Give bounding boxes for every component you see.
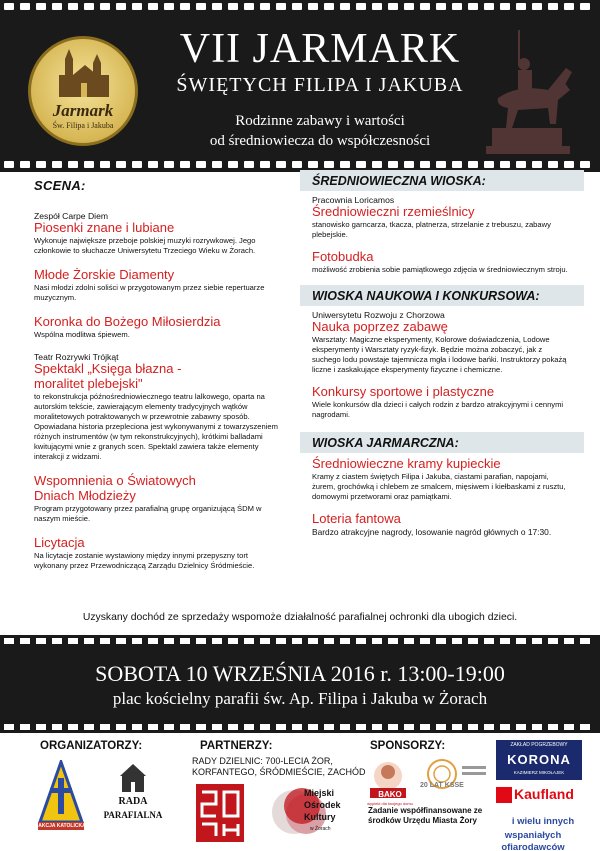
item-desc: Bardzo atrakcyjne nagrody, losowanie nagród głównych o 17:30. [312, 526, 552, 537]
organizers-label: ORGANIZATORZY: [40, 740, 143, 752]
item-title: Piosenki znane i lubiane [34, 220, 175, 235]
village-item-5 [300, 457, 584, 502]
item-title: Konkursy sportowe i plastyczne [312, 383, 495, 399]
logo-title: Jarmark [52, 101, 114, 120]
scena-item-4 [22, 352, 290, 462]
scena-item-5 [22, 474, 290, 524]
cofunded-note: Zadanie współfinansowane ze środków Urzędu Miasta Żory [368, 806, 483, 825]
others-line-1: i wielu innych [511, 816, 575, 827]
kaufland-label: Kaufland [514, 786, 574, 802]
mok-line-2: Ośrodek [304, 800, 341, 810]
tagline-line-1: Rodzinne zabawy i wartości [235, 113, 405, 129]
poster-subtitle: ŚWIĘTYCH FILIPA I JAKUBA [176, 74, 464, 96]
partners-label: PARTNERZY: [200, 740, 273, 752]
item-group: Pracownia Loricamos [312, 195, 395, 205]
film-perforation-top [0, 635, 600, 647]
poster-title: VII JARMARK [179, 26, 461, 72]
item-group: Uniwersytetu Rozwoju z Chorzowa [312, 309, 445, 320]
scena-item-3 [22, 315, 290, 340]
logo-subtitle: Św. Filipa i Jakuba [52, 121, 114, 130]
item-title: Nauka poprzez zabawę [312, 318, 448, 334]
village-item-4 [300, 385, 584, 420]
section-science-village [300, 285, 584, 306]
item-desc: to rekonstrukcja późnośredniowiecznego teatru lalkowego, oparta na autorskim tekście, zawierającym elementy tradycyjnych wątków moralitetowych potraktowanych w przewrotnie zabawny sposób. Opowiadana historia przepleciona jest wykonywanymi z towarzyszeniem różnych instrumentów (w tym rekonstrukcyjnych), krótkimi balladami kwitującymi wnie z granych scen. Spektakl zawiera także elementy interakcji z widzami. [34, 391, 278, 461]
org1-label: AKCJA KATOLICKA [38, 823, 86, 829]
others-line-2: wspaniałych ofiarodawców [501, 830, 565, 851]
korona-sub: KAZIMIERZ MIKOŁAJEK [513, 770, 565, 775]
section-heading: WIOSKA JARMARCZNA: [312, 435, 459, 450]
sponsors-section [0, 738, 600, 851]
ksse-label: 20 LAT KSSE [420, 782, 464, 789]
kaufland-logo [496, 784, 582, 808]
item-title: Loteria fantowa [312, 510, 401, 526]
item-desc: Nasi młodzi zdolni soliści w przygotowanym przez siebie repertuarze muzycznym. [34, 282, 265, 302]
item-title: Średniowieczne kramy kupieckie [312, 455, 501, 471]
item-title: Licytacja [34, 534, 85, 550]
item-group: Teatr Rozrywki Trójkąt [34, 351, 119, 362]
zory-city-logo [196, 784, 244, 842]
ksse-logo [420, 758, 490, 798]
org2-label-1: RADA [118, 796, 148, 807]
bako-sub: wypiekt dla twojego domu [367, 801, 413, 806]
scena-heading: SCENA: [34, 178, 86, 193]
item-title: Spektakl „Księga błazna - moralitet plebejski" [34, 360, 182, 391]
scena-item-6 [22, 536, 290, 571]
item-desc: stanowisko garncarza, tkacza, platnerza, strzelanie z trebuszu, zabawy plebejskie. [312, 219, 551, 239]
item-desc: możliwość zrobienia sobie pamiątkowego zdjęcia w średniowiecznym stroju. [312, 264, 568, 274]
kaufland-mark-icon [496, 787, 512, 803]
item-desc: Wykonuje największe przeboje polskiej muzyki rozrywkowej. Jego członkowie to słuchacze Uniwersytetu Trzeciego Wieku w Żorach. [34, 235, 256, 255]
village-item-3 [300, 310, 584, 375]
section-heading: WIOSKA NAUKOWA I KONKURSOWA: [312, 288, 540, 303]
item-desc: Wspólna modlitwa śpiewem. [34, 329, 130, 339]
bako-label: BAKO [378, 790, 402, 799]
sponsors-label: SPONSORZY: [370, 740, 446, 752]
scena-item-1 [22, 211, 290, 256]
village-item-2 [300, 250, 584, 275]
knight-on-horse-icon [478, 28, 578, 158]
scena-column [22, 178, 290, 571]
item-title: Fotobudka [312, 248, 374, 264]
scena-item-2 [22, 268, 290, 303]
date-band [0, 635, 600, 733]
church-icon [118, 762, 148, 794]
item-desc: Kramy z ciastem świętych Filipa i Jakuba, ciastami parafian, napojami, żurem, grochówką i chlebem ze smalcem, mięsiwem i kiełbaskami z rusztu, domowymi przetworami oraz pamiątkami. [312, 471, 566, 501]
villages-column [300, 170, 584, 538]
item-group: Zespół Carpe Diem [34, 211, 109, 221]
jarmark-logo [28, 36, 138, 146]
section-fair-village [300, 432, 584, 453]
church-icon [49, 49, 119, 101]
section-medieval-village [300, 170, 584, 191]
item-desc: Warsztaty: Magiczne eksperymenty, Kolorowe doświadczenia, Lodowe eksperymenty i Warsztaty ryzyk-fizyk. Będzie można zobaczyć, jak z suchego lodu powstaje tajemnicza mgła i lodowe bańki. Instruktorzy pokażą liczne i zaskakujące eksperymenty fizyczne i chemiczne. [312, 334, 567, 374]
village-item-1 [300, 195, 584, 240]
item-title: Średniowieczni rzemieślnicy [312, 204, 475, 219]
org2-label-2: PARAFIALNA [103, 810, 163, 820]
item-title: Młode Żorskie Diamenty [34, 266, 175, 282]
partners-text: RADY DZIELNIC: 700-LECIA ŻOR, KORFANTEGO, ŚRÓDMIEŚCIE, ZACHÓD [192, 756, 366, 778]
item-title: Koronka do Bożego Miłosierdzia [34, 313, 221, 329]
event-date: SOBOTA 10 WRZEŚNIA 2016 r. 13:00-19:00 [95, 661, 505, 686]
film-perforation-top [0, 0, 600, 14]
item-desc: Na licytacje zostanie wystawiony między innymi przepyszny tort wykonany przez Przewodniczącą Zarządu Dzielnicy Śródmieście. [34, 550, 255, 570]
item-desc: Program przygotowany przez parafialną grupę organizującą ŚDM w naszym mieście. [34, 503, 262, 523]
korona-logo [496, 740, 582, 780]
item-title: Wspomnienia o Światowych Dniach Młodzieży [34, 472, 196, 503]
tagline-line-2: od średniowiecza do współczesności [209, 132, 431, 149]
event-place: plac kościelny parafii św. Ap. Filipa i Jakuba w Żorach [112, 689, 488, 708]
mok-line-1: Miejski [304, 788, 335, 798]
section-heading: ŚREDNIOWIECZNA WIOSKA: [312, 174, 486, 188]
village-item-6 [300, 512, 584, 538]
korona-name: KORONA [507, 752, 571, 767]
korona-top: ZAKŁAD POGRZEBOWY [510, 742, 568, 748]
poster-tagline [140, 112, 500, 151]
akcja-katolicka-logo [38, 760, 84, 830]
mok-line-3: Kultury [304, 812, 336, 822]
header-band [0, 0, 600, 172]
mok-line-4: w Żorach [310, 826, 331, 832]
item-desc: Wiele konkursów dla dzieci i całych rodzin z bardzo atrakcyjnymi i cennymi nagrodami. [312, 399, 564, 419]
film-perforation-bottom [0, 721, 600, 733]
proceeds-note: Uzyskany dochód ze sprzedaży wspomoże działalność parafialnej ochronki dla ubogich dzieci. [82, 612, 518, 623]
